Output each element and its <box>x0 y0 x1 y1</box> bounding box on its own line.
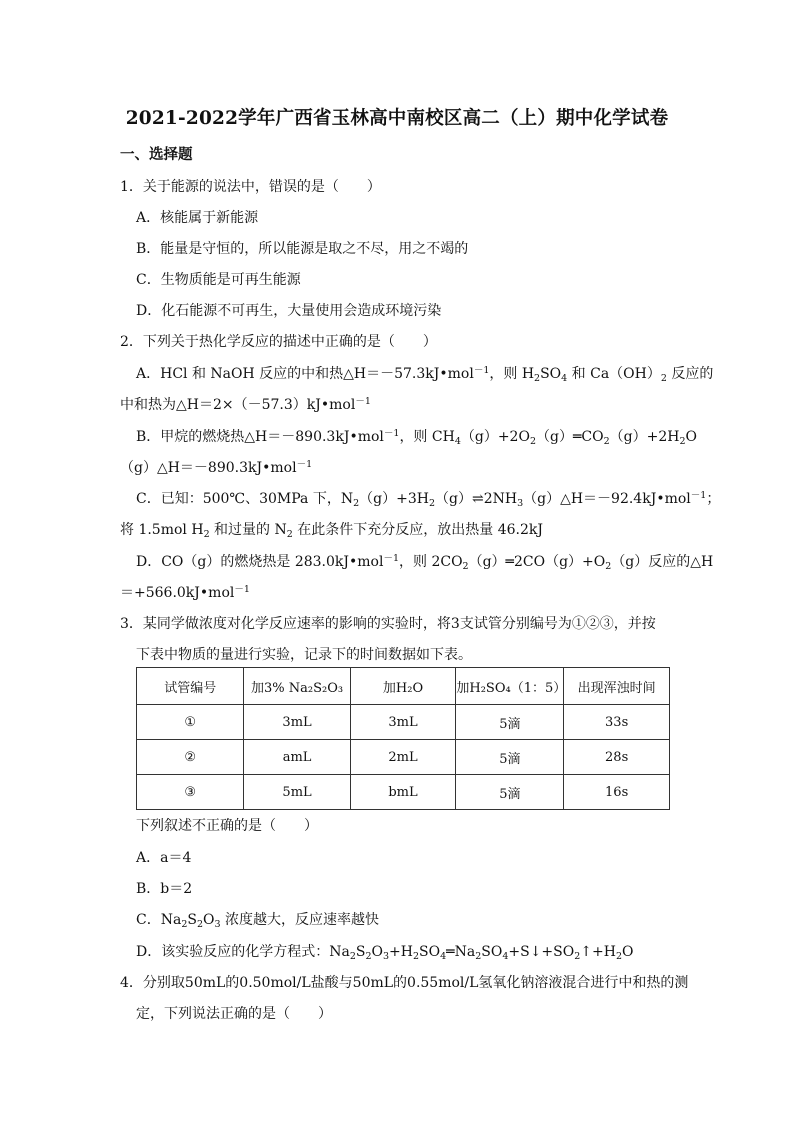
table-row <box>137 705 670 740</box>
q4-stem-line1: 4．分别取50mL的0.50mol/L盐酸与50mL的0.55mol/L氢氧化钠溶液混合进行中和热的测 <box>120 975 689 991</box>
q3-option-c: C．$Na_2S_2O_3$ 浓度越大，反应速率越快 <box>136 912 379 930</box>
q2-stem: 2．下列关于热化学反应的描述中正确的是（ ） <box>120 334 437 350</box>
q3-option-a: A．a＝4 <box>136 850 192 866</box>
q2-option-b-line1: B．甲烷的燃烧热△H＝－890.3kJ•mol$^{-1}$，则 $CH_4(g)+2O_2(g)═CO_2(g)+2H_2O$ <box>136 428 697 447</box>
q3-option-d: D．该实验反应的化学方程式：$Na_2S_2O_3+H_2SO_4═Na_2SO_4+S↓+SO_2↑+H_2O$ <box>136 944 634 962</box>
q1-stem: 1．关于能源的说法中，错误的是（ ） <box>120 179 381 195</box>
table-header-cell: 出现浑浊时间 <box>564 668 670 705</box>
table-cell: 5mL <box>244 775 350 810</box>
page-title: 2021-2022学年广西省玉林高中南校区高二（上）期中化学试卷 <box>125 108 669 129</box>
table-row <box>137 740 670 775</box>
q2-option-c-line1: C．已知：500℃、30MPa 下，$N_2(g)+3H_2(g)\rightleftharpoons 2NH_3(g)\triangle H=-92.4kJ•mol^{-1}$； <box>136 490 721 509</box>
q4-stem-line2: 定，下列说法正确的是（ ） <box>136 1006 332 1022</box>
section-heading: 一、选择题 <box>120 146 193 163</box>
q3-stem-line2: 下表中物质的量进行实验，记录下的时间数据如下表。 <box>136 647 472 663</box>
table-cell: ② <box>137 740 244 775</box>
q2-option-c-line2: 将 1.5mol $H_2$ 和过量的 $N_2$ 在此条件下充分反应，放出热量 46.2kJ <box>120 522 543 540</box>
table-cell: bmL <box>350 775 456 810</box>
table-cell: 5滴 <box>456 740 564 775</box>
experiment-table <box>136 667 670 810</box>
table-cell: 5滴 <box>456 705 564 740</box>
q3-stem-line1: 3．某同学做浓度对化学反应速率的影响的实验时，将3支试管分别编号为①②③，并按 <box>120 616 656 632</box>
table-cell: 3mL <box>244 705 350 740</box>
table-header-cell: 加3% Na₂S₂O₃ <box>244 668 350 705</box>
table-cell: ① <box>137 705 244 740</box>
q1-option-c: C．生物质能是可再生能源 <box>136 272 301 288</box>
table-cell: 16s <box>564 775 670 810</box>
q2-option-a-line2: 中和热为△H＝2×（－57.3）kJ•mol$^{-1}$ <box>120 396 371 413</box>
table-cell: ③ <box>137 775 244 810</box>
table-row <box>137 775 670 810</box>
q3-ask: 下列叙述不正确的是（ ） <box>136 818 318 834</box>
q1-option-a: A．核能属于新能源 <box>136 210 259 226</box>
table-header-cell: 试管编号 <box>137 668 244 705</box>
table-cell: 3mL <box>350 705 456 740</box>
q2-option-a-line1: A．HCl 和 NaOH 反应的中和热△H＝－57.3kJ•mol$^{-1}$，则 $H_2SO_4$ 和 $Ca(OH)_2$ 反应的 <box>136 365 714 384</box>
table-cell: 5滴 <box>456 775 564 810</box>
table-cell: 28s <box>564 740 670 775</box>
table-cell: 33s <box>564 705 670 740</box>
table-header-cell: 加H₂O <box>350 668 456 705</box>
q2-option-d-line1: D．CO（g）的燃烧热是 283.0kJ•mol$^{-1}$，则 $2CO_2(g)═2CO(g)+O_2(g)$反应的△H <box>136 553 714 572</box>
q2-option-b-line2: （g）△H＝－890.3kJ•mol$^{-1}$ <box>120 459 313 476</box>
q2-option-d-line2: ＝+566.0kJ•mol$^{-1}$ <box>120 584 250 601</box>
table-header-row <box>137 668 670 705</box>
table-header-cell: 加H₂SO₄（1：5） <box>456 668 564 705</box>
table-cell: 2mL <box>350 740 456 775</box>
table-cell: amL <box>244 740 350 775</box>
q1-option-d: D．化石能源不可再生，大量使用会造成环境污染 <box>136 303 442 319</box>
q1-option-b: B．能量是守恒的，所以能源是取之不尽，用之不竭的 <box>136 241 469 257</box>
q3-option-b: B．b＝2 <box>136 881 193 897</box>
